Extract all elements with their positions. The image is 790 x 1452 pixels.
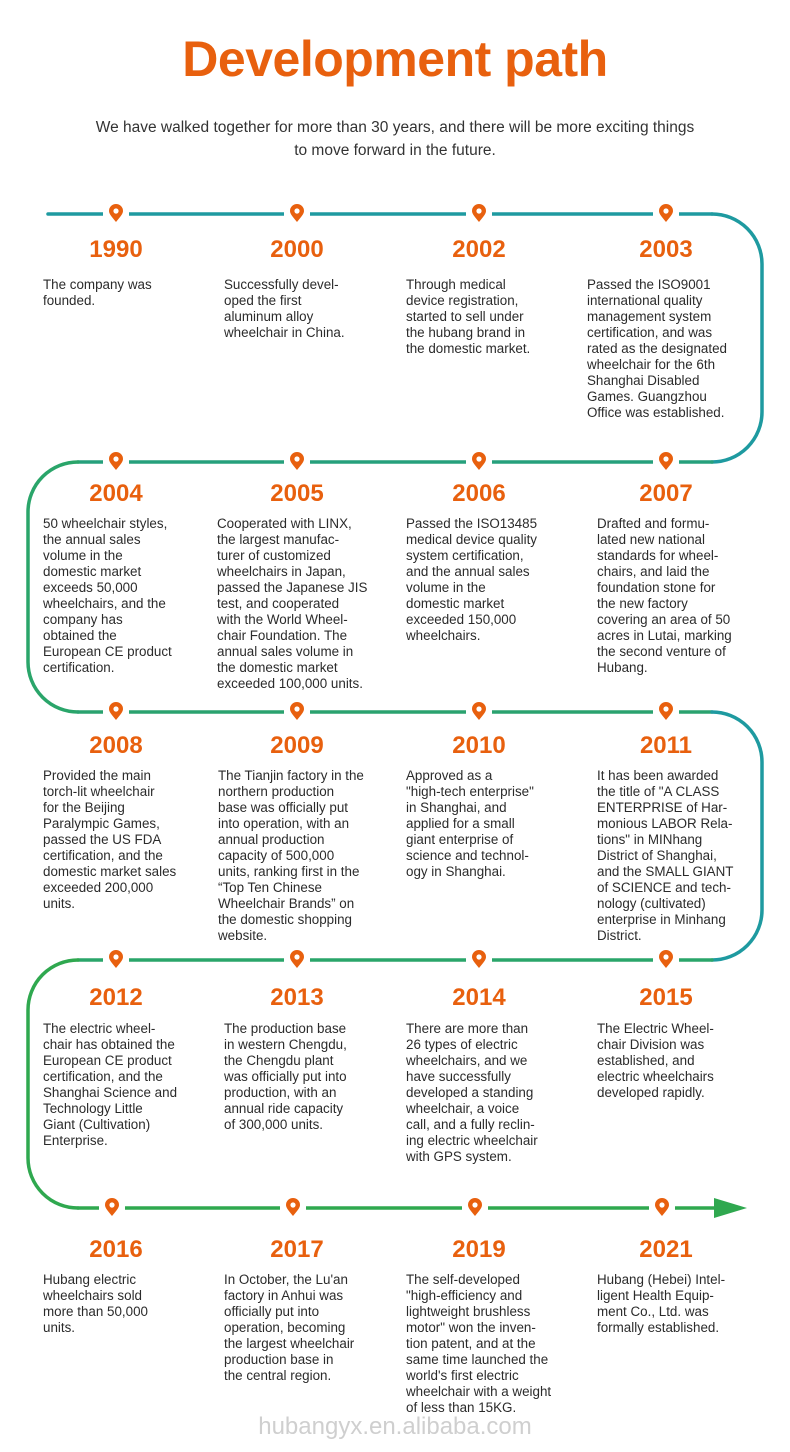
milestone-description: There are more than 26 types of electric wheelchairs, and we have successfully developed a standing wheelchair, a voice call, and a fully reclin- ing electric wheelchair with GPS system.: [406, 1021, 538, 1164]
map-pin-icon: [653, 204, 679, 224]
milestone-year: 2009: [270, 732, 324, 759]
map-pin-icon: [466, 452, 492, 472]
milestone-year: 2021: [639, 1236, 693, 1263]
milestone-description: In October, the Lu'an factory in Anhui was officially put into operation, becoming the largest wheelchair production base in the central region.: [224, 1272, 355, 1383]
map-pin-icon: [653, 702, 679, 722]
milestone-year: 2016: [89, 1236, 143, 1263]
milestone-year: 2004: [89, 480, 143, 507]
milestone-year: 2002: [452, 236, 506, 263]
map-pin-icon: [466, 950, 492, 970]
milestone-year: 2013: [270, 984, 324, 1011]
milestone-description: Hubang (Hebei) Intel- ligent Health Equip- ment Co., Ltd. was formally established.: [597, 1272, 726, 1335]
map-pin-icon: [653, 950, 679, 970]
milestone-year: 2015: [639, 984, 693, 1011]
milestone-year: 1990: [89, 236, 143, 263]
milestone-description: Successfully devel- oped the first aluminum alloy wheelchair in China.: [224, 277, 345, 340]
milestone-description: Cooperated with LINX, the largest manufac- turer of customized wheelchairs in Japan, passed the Japanese JIS test, and cooperated with the World Wheel- chair Foundation. The annual sales volume in the domestic market exceeded 100,000 units.: [217, 516, 368, 691]
track-arrow-head: [714, 1198, 747, 1218]
map-pin-icon: [284, 452, 310, 472]
milestone-year: 2008: [89, 732, 143, 759]
milestone-description: It has been awarded the title of "A CLASS ENTERPRISE of Har- monious LABOR Rela- tions" in MINhang District of Shanghai, and the SMALL GIANT of SCIENCE and tech- nology (cultivated) enterprise in Minhang District.: [597, 768, 734, 943]
milestone-year: 2006: [452, 480, 506, 507]
map-pin-icon: [284, 204, 310, 224]
map-pin-icon: [649, 1198, 675, 1218]
milestone-description: The Electric Wheel- chair Division was established, and electric wheelchairs developed rapidly.: [597, 1021, 714, 1100]
milestone-year: 2017: [270, 1236, 324, 1263]
milestone-description: Passed the ISO9001 international quality management system certification, and was rated as the designated wheelchair for the 6th Shanghai Disabled Games. Guangzhou Office was established.: [587, 277, 727, 420]
milestone-description: The production base in western Chengdu, the Chengdu plant was officially put into production, with an annual ride capacity of 300,000 units.: [224, 1021, 347, 1132]
milestone-year: 2012: [89, 984, 143, 1011]
milestone-description: The electric wheel- chair has obtained the European CE product certification, and the Shanghai Science and Technology Little Giant (Cultivation) Enterprise.: [43, 1021, 178, 1148]
map-pin-icon: [284, 702, 310, 722]
milestone-description: Through medical device registration, started to sell under the hubang brand in the domestic market.: [406, 277, 531, 356]
milestone-year: 2000: [270, 236, 324, 263]
milestone-description: Drafted and formu- lated new national standards for wheel- chairs, and laid the foundation stone for the new factory covering an area of 50 acres in Lutai, marking the second venture of Hubang.: [597, 516, 732, 675]
map-pin-icon: [103, 452, 129, 472]
map-pin-icon: [653, 452, 679, 472]
milestone-description: The self-developed "high-efficiency and lightweight brushless motor" won the inven- tion patent, and at the same time launched the world's first electric wheelchair with a weight of less than 15KG.: [406, 1272, 552, 1415]
milestone-year: 2003: [639, 236, 693, 263]
map-pin-icon: [280, 1198, 306, 1218]
milestone-description: 50 wheelchair styles, the annual sales volume in the domestic market exceeds 50,000 wheelchairs, and the company has obtained the European CE product certification.: [43, 516, 172, 675]
milestone-year: 2007: [639, 480, 693, 507]
map-pin-icon: [466, 204, 492, 224]
map-pin-icon: [284, 950, 310, 970]
map-pin-icon: [103, 204, 129, 224]
page-subtitle: We have walked together for more than 30 years, and there will be more exciting things to move forward in the future.: [95, 119, 695, 159]
milestone-year: 2005: [270, 480, 324, 507]
milestone-description: Passed the ISO13485 medical device quality system certification, and the annual sales volume in the domestic market exceeded 150,000 wheelchairs.: [406, 516, 538, 643]
map-pin-icon: [103, 702, 129, 722]
milestone-description: The Tianjin factory in the northern production base was officially put into operation, with an annual production capacity of 500,000 units, ranking first in the “Top Ten Chinese Wheelchair Brands” on the domestic shopping website.: [218, 768, 364, 943]
milestone-year: 2010: [452, 732, 506, 759]
milestone-description: Hubang electric wheelchairs sold more than 50,000 units.: [43, 1272, 148, 1335]
milestone-description: Approved as a "high-tech enterprise" in Shanghai, and applied for a small giant enterprise of science and technol- ogy in Shanghai.: [406, 768, 534, 879]
map-pin-icon: [99, 1198, 125, 1218]
page-title: Development path: [182, 31, 608, 87]
milestone-year: 2014: [452, 984, 506, 1011]
map-pin-icon: [103, 950, 129, 970]
map-pin-icon: [462, 1198, 488, 1218]
milestone-year: 2019: [452, 1236, 506, 1263]
watermark: hubangyx.en.alibaba.com: [258, 1413, 532, 1440]
map-pin-icon: [466, 702, 492, 722]
milestone-year: 2011: [639, 732, 693, 759]
milestone-description: The company was founded.: [43, 277, 152, 308]
milestone-description: Provided the main torch-lit wheelchair for the Beijing Paralympic Games, passed the US FDA certification, and the domestic market sales exceeded 200,000 units.: [43, 768, 177, 911]
